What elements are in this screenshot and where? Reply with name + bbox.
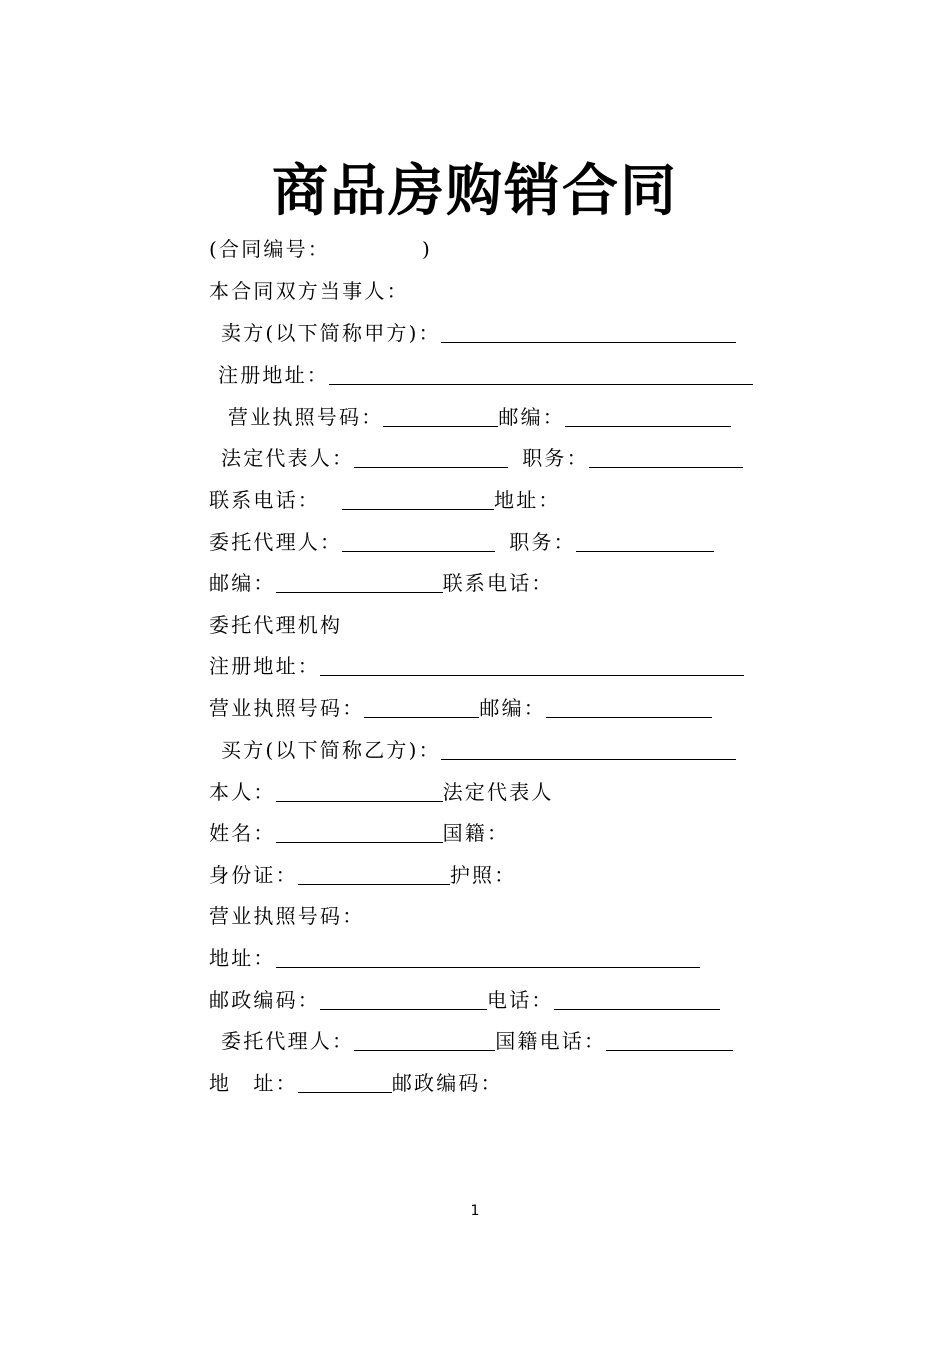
seller-address-label: 地址： xyxy=(494,488,561,512)
seller-position-label: 职务： xyxy=(522,446,589,470)
seller-agent-phone-label: 联系电话： xyxy=(442,571,554,595)
seller-postcode-blank[interactable] xyxy=(565,402,731,427)
buyer-nationality-phone-label: 国籍电话： xyxy=(495,1029,607,1053)
seller-reg-address-blank[interactable] xyxy=(329,360,753,385)
seller-phone-line xyxy=(209,485,561,515)
agency-license-label: 营业执照号码： xyxy=(209,696,365,720)
seller-agent-blank[interactable] xyxy=(342,527,495,552)
seller-agent-position-blank[interactable] xyxy=(576,527,714,552)
agency-license-blank[interactable] xyxy=(364,693,479,718)
seller-agent-position-label: 职务： xyxy=(509,530,576,554)
buyer-agent-address-blank[interactable] xyxy=(298,1068,392,1093)
buyer-line xyxy=(221,735,736,765)
buyer-nationality-phone-blank[interactable] xyxy=(606,1026,733,1051)
buyer-agent-label: 委托代理人： xyxy=(221,1029,355,1053)
seller-license-blank[interactable] xyxy=(383,402,498,427)
buyer-nationality-label: 国籍： xyxy=(442,821,510,845)
buyer-self-line xyxy=(209,777,554,807)
seller-license-label: 营业执照号码： xyxy=(228,405,384,429)
agency-reg-address-label: 注册地址： xyxy=(209,654,320,678)
seller-position-blank[interactable] xyxy=(589,443,743,468)
agency-postcode-blank[interactable] xyxy=(546,693,712,718)
seller-legal-rep-blank[interactable] xyxy=(354,443,508,468)
seller-legal-rep-label: 法定代表人： xyxy=(221,446,355,470)
seller-postcode-label: 邮编： xyxy=(498,405,566,429)
buyer-phone-blank[interactable] xyxy=(554,985,720,1010)
seller-license-line xyxy=(228,402,731,432)
contract-number-close: ) xyxy=(422,237,433,261)
buyer-phone-label: 电话： xyxy=(487,988,554,1012)
buyer-id-line xyxy=(209,860,516,890)
buyer-address-line xyxy=(209,943,700,973)
buyer-agent-postcode-label: 邮政编码： xyxy=(391,1071,503,1095)
buyer-name-line xyxy=(209,818,509,848)
agency-reg-address-blank[interactable] xyxy=(320,651,744,676)
buyer-name-label: 姓名： xyxy=(209,821,276,845)
contract-number-label: (合同编号： xyxy=(209,237,331,261)
buyer-id-label: 身份证： xyxy=(209,863,298,887)
seller-phone-blank[interactable] xyxy=(342,485,494,510)
seller-agent-postcode-line xyxy=(209,568,554,598)
buyer-agent-address-line xyxy=(209,1068,503,1098)
seller-agent-label: 委托代理人： xyxy=(209,530,343,554)
buyer-passport-label: 护照： xyxy=(449,863,517,887)
contract-number-line xyxy=(209,234,432,264)
seller-name-blank[interactable] xyxy=(441,318,736,343)
page-number: 1 xyxy=(470,1203,480,1219)
seller-reg-address-label: 注册地址： xyxy=(218,363,329,387)
buyer-postcode-label: 邮政编码： xyxy=(209,988,320,1012)
buyer-address-blank[interactable] xyxy=(276,943,700,968)
buyer-agent-address-label: 地 址： xyxy=(209,1071,298,1095)
seller-phone-label: 联系电话： xyxy=(209,488,320,512)
buyer-self-blank[interactable] xyxy=(276,777,443,802)
seller-agency-label: 委托代理机构 xyxy=(209,613,343,637)
buyer-postcode-line xyxy=(209,985,720,1015)
seller-agent-line xyxy=(209,527,714,557)
seller-agent-postcode-blank[interactable] xyxy=(276,568,443,593)
buyer-postcode-blank[interactable] xyxy=(320,985,487,1010)
agency-postcode-label: 邮编： xyxy=(479,696,547,720)
buyer-self-label: 本人： xyxy=(209,780,276,804)
seller-reg-address-line xyxy=(218,360,753,390)
agency-reg-address-line xyxy=(209,651,744,681)
seller-line xyxy=(221,318,736,348)
buyer-name-field-blank[interactable] xyxy=(276,818,443,843)
buyer-agent-blank[interactable] xyxy=(354,1026,495,1051)
seller-agent-postcode-label: 邮编： xyxy=(209,571,276,595)
document-title: 商品房购销合同 xyxy=(272,158,678,224)
buyer-agent-line xyxy=(221,1026,733,1056)
parties-heading: 本合同双方当事人： xyxy=(209,279,409,303)
buyer-legal-rep-label: 法定代表人 xyxy=(442,780,554,804)
buyer-license-label: 营业执照号码： xyxy=(209,904,365,928)
agency-license-line xyxy=(209,693,712,723)
seller-label: 卖方(以下简称甲方)： xyxy=(221,321,441,345)
seller-legal-rep-line xyxy=(221,443,743,473)
buyer-address-label: 地址： xyxy=(209,946,276,970)
buyer-name-blank[interactable] xyxy=(441,735,736,760)
buyer-id-blank[interactable] xyxy=(298,860,450,885)
buyer-label: 买方(以下简称乙方)： xyxy=(221,738,441,762)
